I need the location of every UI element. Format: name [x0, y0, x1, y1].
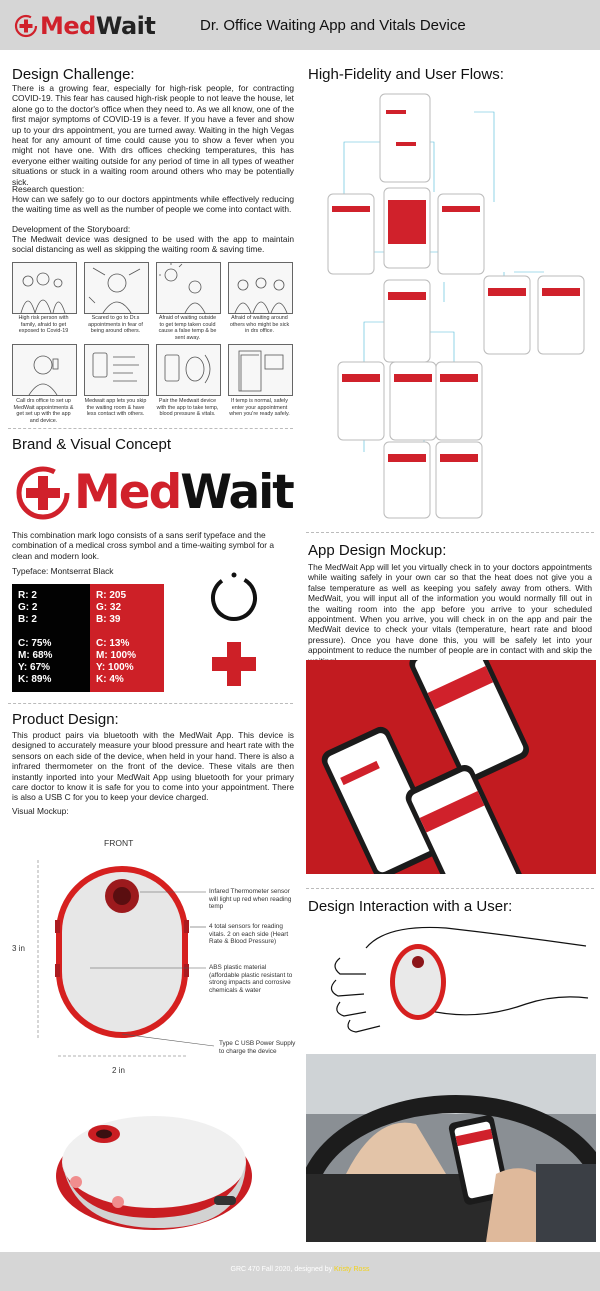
product-paragraph: This product pairs via bluetooth with the MedWait App. This device is designed to accurately measure your blood pressure and heart rate with the sensors on each side of the device, when held in your hand. There is also a infrared thermometer on the front of the device. These vitals are then instantly inported into your MedWait App using bluetooth for your primary care doctor to know it is safe for you to come into your appointment. There is also a USB C for you to keep your device charged. — [12, 730, 294, 803]
hand-holding-device-illustration — [326, 918, 590, 1044]
callout-usb: Type C USB Power Supply to charge the device — [219, 1040, 296, 1055]
storyboard-caption-8: If temp is normal, safely enter your appointment when you're ready safely. — [229, 398, 290, 417]
storyboard-caption-1: High risk person with family, afraid to get exposed to Covid-19 — [18, 315, 69, 334]
storyboard-caption-3: Afraid of waiting outside to get temp taken could cause a false temp & be sent away. — [158, 315, 217, 341]
brand-heading: Brand & Visual Concept — [12, 436, 171, 453]
storyboard-panel-8 — [228, 344, 293, 396]
section-divider — [8, 703, 293, 705]
phone-call-sketch-icon — [13, 345, 76, 395]
app-mockup-paragraph: The MedWait App will let you virtually check in to your doctors appointments while waiting safely in your own car so that the heat does not give you a false temperature as well as keeping you safely away from others. With MedWait, you will input all of the information you would normally fill out in the waiting room into the app before you arrive to your scheduled appointment. When you arrive, you will check in on the app and pair the MedWait device to check your vitals (temperature, heart rate and blood pressure). Once you have done this, you will be safely let into your appointment to reduce the number of people are in contact with and skip the — [308, 562, 592, 656]
section-divider — [306, 532, 594, 534]
office-entrance-sketch-icon — [229, 345, 292, 395]
research-question: How can we safely go to our doctors appintments while effectively reducing the waiting time as well as the number of people we come into contact with. — [12, 194, 294, 215]
header-logo — [14, 12, 155, 40]
app-mockup-heading: App Design Mockup: — [308, 542, 447, 559]
callout-sensors: 4 total sensors for reading vitals. 2 on each side (Heart Rate & Blood Pressure) — [209, 923, 289, 946]
red-rgb-values: R: 205 G: 32 B: 39 — [96, 590, 127, 625]
black-cmyk-values: C: 75% M: 68% Y: 67% K: 89% — [18, 638, 53, 685]
header-logo-text: MedWait — [40, 12, 156, 40]
brand-description: This combination mark logo consists of a sans serif typeface and the combination of a medical cross symbol and a time-waiting symbol for a clean and modern look. — [12, 530, 275, 561]
storyboard-panel-4 — [228, 262, 293, 314]
interaction-heading: Design Interaction with a User: — [308, 898, 513, 915]
black-rgb-values: R: 2 G: 2 B: 2 — [18, 590, 38, 625]
app-screen-sketch-icon — [85, 345, 148, 395]
pairing-device-sketch-icon — [157, 345, 220, 395]
device-3d-render — [54, 1100, 264, 1240]
brand-logo — [14, 464, 293, 522]
storyboard-panel-2 — [84, 262, 149, 314]
storyboard-panel-6 — [84, 344, 149, 396]
research-label: Research question: — [12, 184, 85, 194]
hifi-heading: High-Fidelity and User Flows: — [308, 66, 504, 83]
storyboard-panel-5 — [12, 344, 77, 396]
section-divider — [8, 428, 293, 430]
clock-wait-icon — [208, 572, 260, 624]
storyboard-caption-6: Medwait app lets you skip the waiting room & have less contact with others. — [84, 398, 147, 417]
medical-cross-clock-icon — [14, 464, 72, 522]
storyboard-text: The Medwait device was designed to be used with the app to maintain social distancing as well as skipping the waiting room & saving time. — [12, 234, 294, 255]
section-divider — [306, 888, 594, 890]
width-dimension-label: 2 in — [112, 1066, 125, 1075]
storyboard-label: Development of the Storyboard: — [12, 224, 131, 234]
front-label: FRONT — [104, 838, 134, 848]
car-usage-photo — [306, 1054, 596, 1242]
storyboard-caption-2: Scared to go to Dr.s appointments in fear of being around others. — [88, 315, 143, 334]
storyboard-caption-4: Afraid of waiting around others who might be sick in drs office. — [229, 315, 290, 334]
design-challenge-paragraph: There is a growing fear, especially for high-risk people, for contracting COVID-19. This fear has caused high-risk people to not leave the house, let alone go to the doctor's office when they need to. As we all know, one of the first major symptoms of COVID-19 is a fever. If you have a fever and show up to your drs appointment, you are turned away. Waiting in the high Vegas heat for any amount of time could cause you to show a fever when you might not have one. With drs offices checking temperatures, this has everyone either waiting outside for any period of time in all types of weather situations or stuck in a waiting room around others who may be potentially sick. — [12, 83, 294, 187]
storyboard-panel-1 — [12, 262, 77, 314]
storyboard-panel-7 — [156, 344, 221, 396]
user-flow-diagram — [304, 82, 598, 522]
visual-mockup-label: Visual Mockup: — [12, 806, 69, 816]
scared-person-sketch-icon — [85, 263, 148, 313]
callout-thermometer: Infared Thermometer sensor will light up red when reading temp — [209, 888, 292, 911]
family-sketch-icon — [13, 263, 76, 313]
medical-cross-clock-icon — [14, 14, 38, 38]
typeface-label: Typeface: Montserrat Black — [12, 566, 114, 576]
storyboard-panel-3 — [156, 262, 221, 314]
design-challenge-heading: Design Challenge: — [12, 66, 135, 83]
footer-author: Kristy Ross — [334, 1266, 370, 1273]
page-title: Dr. Office Waiting App and Vitals Device — [200, 17, 466, 34]
medical-cross-icon — [210, 640, 258, 688]
height-dimension-label: 3 in — [12, 944, 25, 953]
app-mockup-image — [306, 660, 596, 874]
red-cmyk-values: C: 13% M: 100% Y: 100% K: 4% — [96, 638, 137, 685]
callout-material: ABS plastic material (affordable plastic resistant to strong impacts and corrosive chemicals & water — [209, 964, 293, 994]
storyboard-caption-5: Call drs office to set up MedWait appointments & get set up with the app and device. — [13, 398, 74, 424]
sun-heat-sketch-icon — [157, 263, 220, 313]
waiting-room-sketch-icon — [229, 263, 292, 313]
storyboard-caption-7: Pair the Medwait device with the app to take temp, blood pressure & vitals. — [156, 398, 219, 417]
footer-credit: GRC 470 Fall 2020, designed by Kristy Ross — [230, 1266, 370, 1273]
brand-logo-text: MedWait — [74, 465, 293, 520]
product-heading: Product Design: — [12, 711, 119, 728]
